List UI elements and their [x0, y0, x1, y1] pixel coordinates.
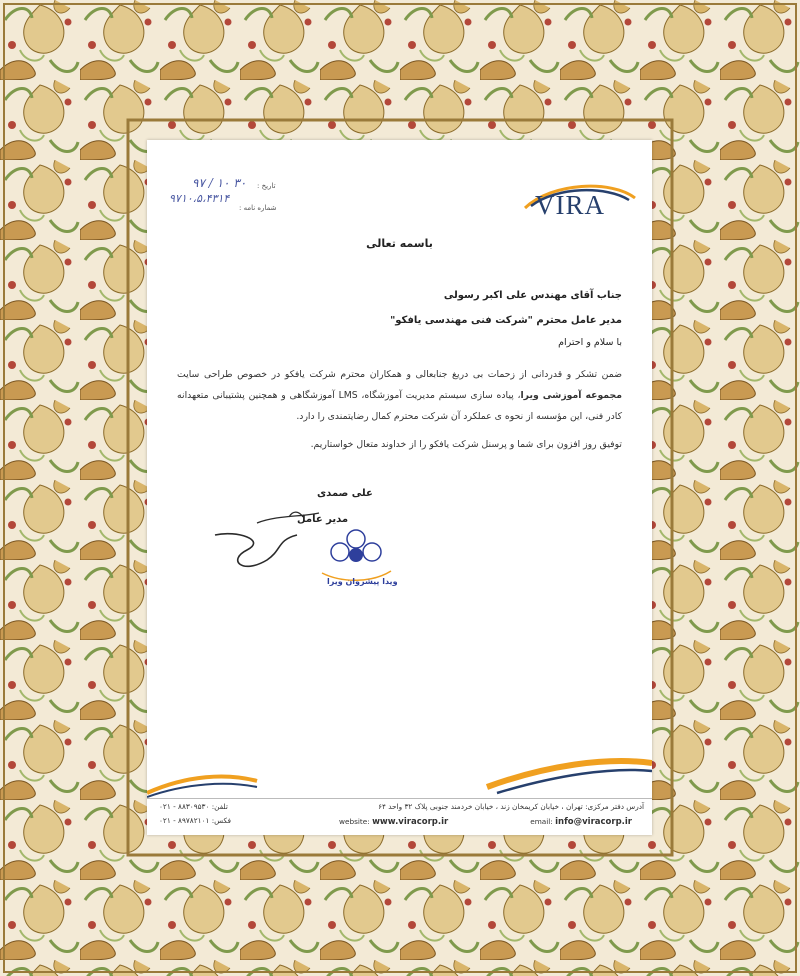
company-stamp-icon — [317, 525, 395, 583]
number-value: ۹۷۱۰،۵،۴۳۱۴ — [169, 192, 230, 205]
number-label: شماره نامه : — [239, 204, 277, 212]
body-part2: ، پیاده سازی سیستم مدیریت آموزشگاه، LMS آموزشگاهی و همچنین پشتیبانی متعهدانه کادر فنی، این مؤسسه از نحوه ی عملکرد آن شرکت محترم کمال رضایتمندی را دارد. — [177, 390, 622, 422]
signer-name: علی صمدی — [317, 488, 373, 499]
greeting: با سلام و احترام — [558, 337, 622, 348]
vira-logo-text: VIRA — [535, 190, 605, 220]
signer-title: مدیر عامل — [297, 514, 349, 525]
email-label: email: — [530, 817, 553, 826]
recipient-title: مدیر عامل محترم "شرکت فنی مهندسی یافکو" — [390, 315, 622, 326]
email-link[interactable]: info@viracorp.ir — [555, 817, 632, 827]
date-value: ۳۰ ۱۰ / ۹۷ — [192, 176, 247, 190]
letter-closing: توفیق روز افزون برای شما و پرسنل شرکت یافکو را از خداوند متعال خواستاریم. — [310, 439, 622, 450]
stamp-caption: ویدا پیشروان ویرا — [327, 577, 398, 586]
handwritten-signature — [207, 505, 327, 585]
footer-phone: تلفن: ۸۸۳۰۹۵۳۰ - ۰۲۱ — [159, 802, 228, 811]
letter-heading: باسمه تعالی — [366, 237, 433, 250]
footer-divider — [147, 798, 652, 799]
website-link[interactable]: www.viracorp.ir — [372, 817, 449, 827]
footer-swoosh-icon — [147, 745, 652, 800]
letter-paper — [147, 140, 652, 835]
footer-address: آدرس دفتر مرکزی: تهران ، خیابان کریمخان زند ، خیابان خردمند جنوبی پلاک ۳۲ واحد ۶۴ — [378, 802, 644, 811]
body-bold-phrase: مجموعه آموزشی ویرا — [520, 390, 622, 401]
website-label: website: — [339, 817, 370, 826]
date-label: تاریخ : — [257, 182, 276, 190]
footer-fax: فکس: ۸۹۷۸۲۱۰۱ - ۰۲۱ — [159, 816, 232, 825]
recipient-name: جناب آقای مهندس علی اکبر رسولی — [443, 290, 622, 301]
body-part1: ضمن تشکر و قدردانی از زحمات بی دریغ جنابعالی و همکاران محترم شرکت یافکو در خصوص طراحی سایت — [177, 369, 622, 380]
letter-body — [177, 364, 622, 427]
footer-email — [530, 817, 632, 827]
footer-website — [339, 817, 448, 827]
